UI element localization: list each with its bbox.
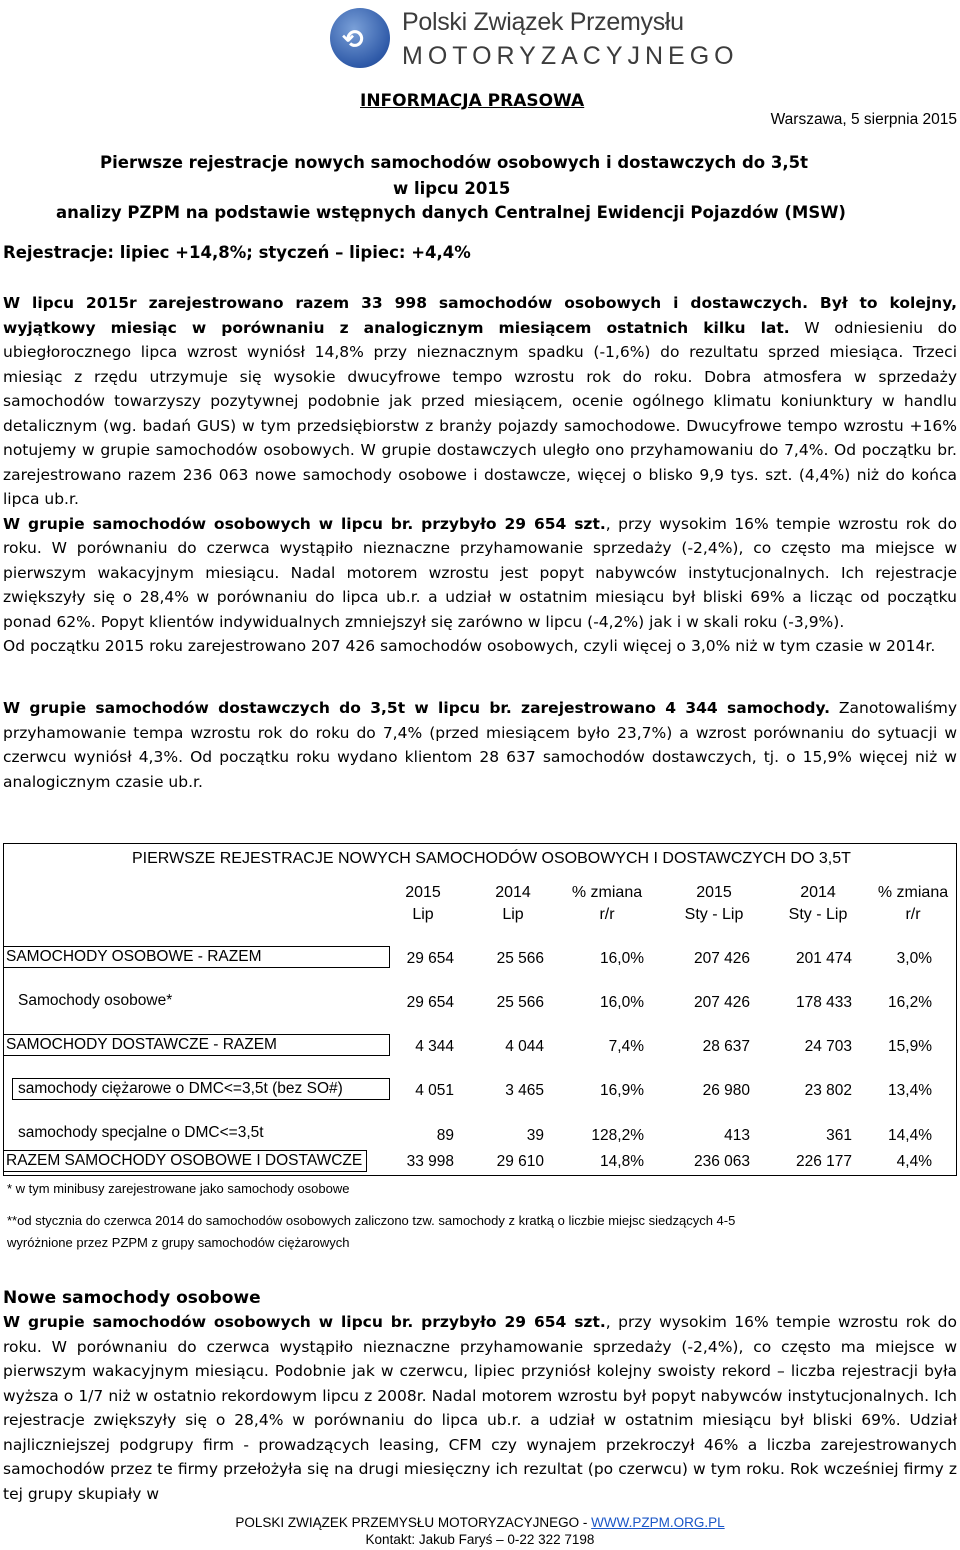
vans-text: Zanotowaliśmy przyhamowanie tempa wzrostu rok do roku do 7,4% (przed miesiącem było 23,7%) a wzrost porównaniu do sytuacji w czerwcu wyniósł 4,3%. Od początku roku wydano klientom 28 637 samochodów dostawczych, tj. o 15,9% więcej niż w analogicznym czasie ub.r.	[3, 699, 957, 791]
passenger-detail-lead: W grupie samochodów osobowych w lipcu br. przybyło 29 654 szt.	[3, 1313, 606, 1331]
registrations-table	[3, 843, 957, 1176]
table-cell: 29 610	[496, 1153, 544, 1170]
table-cell: 201 474	[795, 950, 852, 967]
table-cell: 16,9%	[600, 1082, 644, 1099]
table-cell: 413	[724, 1127, 750, 1144]
logo-org-line1: Polski Związek Przemysłu	[402, 8, 684, 36]
col-header: 2015 Sty - Lip	[684, 884, 744, 923]
table-cell: 23 802	[804, 1082, 852, 1099]
col-header: % zmiana r/r	[571, 884, 643, 923]
footer-line1: POLSKI ZWIĄZEK PRZEMYSŁU MOTORYZACYJNEGO - WWW.PZPM.ORG.PL	[235, 1515, 725, 1530]
table-cell: 16,2%	[888, 994, 932, 1011]
table-cell: 25 566	[496, 994, 544, 1011]
col-header: 2014 Sty - Lip	[788, 884, 848, 923]
table-cell: 24 703	[804, 1038, 852, 1055]
registrations-summary: Rejestracje: lipiec +14,8%; styczeń – lipiec: +4,4%	[3, 243, 471, 262]
headline-line1: Pierwsze rejestracje nowych samochodów osobowych i dostawczych do 3,5t	[100, 153, 809, 172]
table-cell: 26 980	[702, 1082, 750, 1099]
table-cell: 28 637	[702, 1038, 750, 1055]
footer-contact: Kontakt: Jakub Faryś – 0-22 322 7198	[365, 1532, 595, 1547]
table-cell: 29 654	[406, 994, 454, 1011]
overview-lead: W lipcu 2015r zarejestrowano razem 33 998 samochodów osobowych i dostawczych. Był to kolejny, wyjątkowy miesiąc w porównaniu z analogicznym miesiącem ostatnich kilku lat.	[3, 294, 957, 337]
pzpm-logo	[330, 2, 739, 74]
section-title-passenger: Nowe samochody osobowe	[3, 1288, 261, 1308]
table-footnote-2a: **od stycznia do czerwca 2014 do samochodów osobowych zaliczono tzw. samochody z kratką o liczbie miejsc siedzących 4-5	[7, 1213, 736, 1228]
headline-line2: w lipcu 2015	[393, 179, 511, 198]
passenger-lead: W grupie samochodów osobowych w lipcu br. przybyło 29 654 szt.	[3, 514, 606, 533]
table-cell: 3 465	[505, 1082, 544, 1099]
overview-text: W odniesieniu do ubiegłorocznego lipca wzrost wyniósł 14,8% przy nieznacznym spadku (-1,6%) do rezultatu sprzed miesiąca. Trzeci miesiąc z rzędu utrzymuje się wysokie dwucyfrowe tempo wzrostu rok do roku. Dobra atmosfera w sprzedaży samochodów towarzyszy pozytywnej podobnie jak przed miesiącem, ocenie ogólnego klimatu koniunktury w handlu detalicznym (wg. badań GUS) w tym przedsiębiorstw z branży pojazdy samochodowe. Dwucyfrowe tempo wzrostu +16% notujemy w grupie samochodów osobowych. W grupie dostawczych uległo ono przyhamowaniu do 7,4%. Od początku br. zarejestrowano razem 236 063 nowe samochody osobowe i dostawcze, więcej o blisko 9,9 tys. szt. (4,4%) niż do końca lipca ub.r.	[3, 318, 957, 508]
table-cell: 4 051	[415, 1082, 454, 1099]
table-title: PIERWSZE REJESTRACJE NOWYCH SAMOCHODÓW OSOBOWYCH I DOSTAWCZYCH DO 3,5T	[132, 850, 851, 867]
table-cell: 236 063	[693, 1153, 750, 1170]
table-cell: 33 998	[406, 1153, 454, 1170]
table-cell: 14,4%	[888, 1127, 932, 1144]
table-row-label: SAMOCHODY DOSTAWCZE - RAZEM	[6, 1036, 277, 1053]
col-header: % zmiana r/r	[877, 884, 949, 923]
table-footnote-2b: wyróżnione przez PZPM z grupy samochodów ciężarowych	[7, 1235, 350, 1250]
table-cell: 128,2%	[591, 1127, 644, 1144]
table-cell: 13,4%	[888, 1082, 932, 1099]
table-cell: 178 433	[795, 994, 852, 1011]
passenger-detail-text: , przy wysokim 16% tempie wzrostu rok do roku. W porównaniu do czerwca wystąpiło nieznaczne przyhamowanie sprzedaży (-2,4%), co często ma miejsce w pierwszym wakacyjnym miesiącu. Podobnie jak w czerwcu, lipiec przyniósł kolejny swoisty rekord – liczba rejestracji była wyższa o 1/7 niż w ostatnio rekordowym lipcu z 2008r. Nadal motorem wzrostu był popyt nabywców instytucjonalnych. Ich rejestracje zwiększyły się o 28,4% w porównaniu do lipca ub.r. a udział w ostatnim miesiącu był bliski 69%. Udział najliczniejszej podgrupy firm - prowadzących leasing, CFM czy wynajem przekroczył 46% a liczba zarejestrowanych samochodów przez te firmy przełożyła się na drugi miesięczny ich rezultat (po czerwcu) w tym roku. Rok wcześniej firmy z tej grupy skupiały w	[3, 1313, 957, 1503]
table-footnote-1: * w tym minibusy zarejestrowane jako samochody osobowe	[7, 1181, 350, 1196]
table-cell: 3,0%	[896, 950, 932, 967]
paragraph-overview	[3, 291, 957, 659]
table-cell: 29 654	[406, 950, 454, 967]
table-cell: 15,9%	[888, 1038, 932, 1055]
table-row-label: RAZEM SAMOCHODY OSOBOWE I DOSTAWCZE	[6, 1152, 363, 1169]
table-cell: 361	[826, 1127, 852, 1144]
table-cell: 39	[526, 1127, 544, 1144]
col-header: 2014 Lip	[495, 884, 531, 923]
press-label: INFORMACJA PRASOWA	[360, 91, 585, 111]
table-cell: 25 566	[496, 950, 544, 967]
paragraph-vans	[3, 696, 957, 794]
table-cell: 4 044	[505, 1038, 544, 1055]
pzpm-logo-icon: ⟲	[330, 8, 390, 68]
table-row-label: SAMOCHODY OSOBOWE - RAZEM	[6, 948, 262, 965]
table-cell: 16,0%	[600, 994, 644, 1011]
table-row-label: samochody specjalne o DMC<=3,5t	[18, 1124, 264, 1141]
release-date: Warszawa, 5 sierpnia 2015	[770, 111, 957, 128]
table-cell: 89	[436, 1127, 454, 1144]
table-cell: 14,8%	[600, 1153, 644, 1170]
col-header: 2015 Lip	[405, 884, 441, 923]
table-cell: 7,4%	[608, 1038, 644, 1055]
table-cell: 226 177	[795, 1153, 852, 1170]
table-row-label: samochody ciężarowe o DMC<=3,5t (bez SO#)	[18, 1080, 343, 1097]
ytd-text: Od początku 2015 roku zarejestrowano 207 426 samochodów osobowych, czyli więcej o 3,0% niż w tym czasie w 2014r.	[3, 637, 936, 655]
table-cell: 4 344	[415, 1038, 454, 1055]
headline-line3: analizy PZPM na podstawie wstępnych danych Centralnej Ewidencji Pojazdów (MSW)	[56, 203, 846, 222]
table-cell: 207 426	[693, 950, 750, 967]
paragraph-passenger-detail	[3, 1310, 957, 1506]
table-cell: 4,4%	[896, 1153, 932, 1170]
vans-lead: W grupie samochodów dostawczych do 3,5t w lipcu br. zarejestrowano 4 344 samochody.	[3, 699, 831, 717]
table-cell: 207 426	[693, 994, 750, 1011]
logo-org-line2: MOTORYZACYJNEGO	[402, 42, 739, 70]
table-cell: 16,0%	[600, 950, 644, 967]
pzpm-website-link[interactable]: WWW.PZPM.ORG.PL	[591, 1515, 725, 1530]
passenger-text: , przy wysokim 16% tempie wzrostu rok do roku. W porównaniu do czerwca wystąpiło nieznaczne przyhamowanie sprzedaży (-2,4%), co często ma miejsce w pierwszym wakacyjnym miesiącu. Nadal motorem wzrostu jest popyt nabywców instytucjonalnych. Ich rejestracje zwiększyły się o 28,4% w porównaniu do lipca ub.r. a udział w ostatnim miesiącu był bliski 69% a licząc od początku ponad 62%. Popyt klientów indywidualnych zmniejszył się zarówno w lipcu (-4,2%) jak i w skali roku (-3,9%).	[3, 514, 957, 631]
table-row-label: Samochody osobowe*	[18, 992, 173, 1009]
